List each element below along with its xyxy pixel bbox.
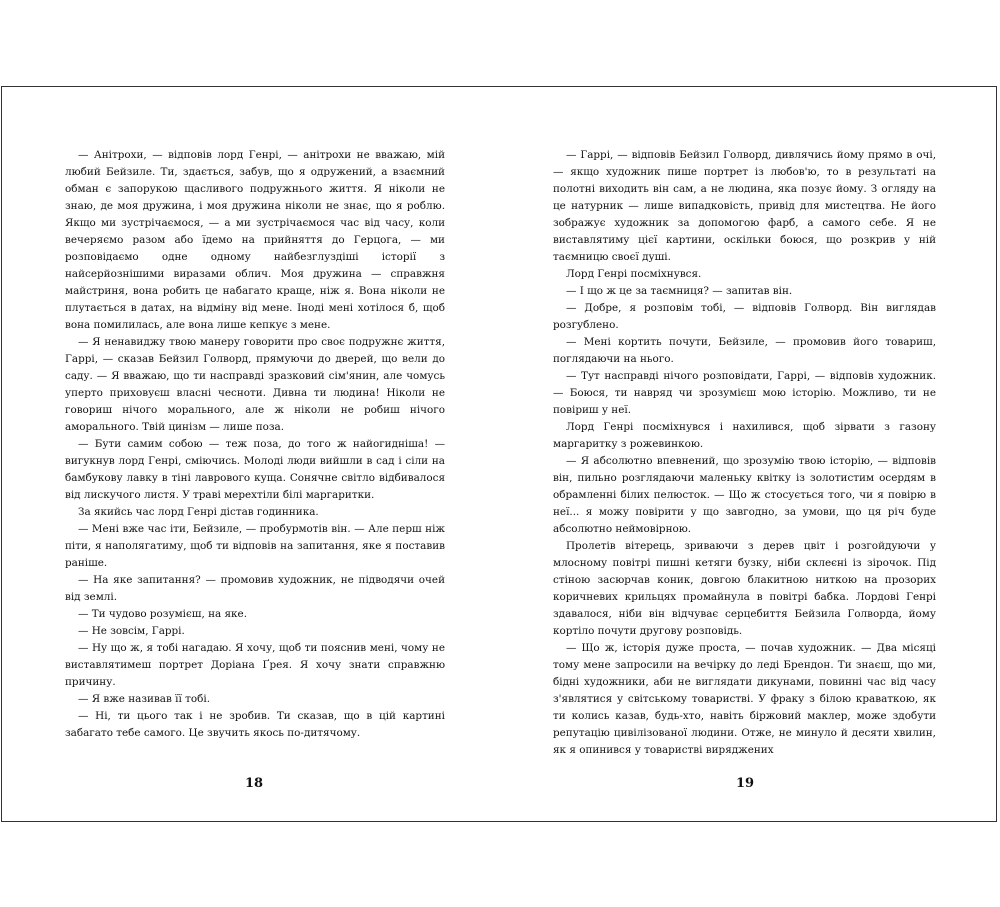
left-page-text [65,147,445,742]
paragraph: — Мені кортить почути, Бейзиле, — промовив його товариш, поглядаючи на нього. [553,336,936,365]
paragraph: Пролетів вітерець, зриваючи з дерев цвіт і розгойдуючи у млосному повітрі пишні кетяги бузку, ніби склеєні із зірочок. Під стіною засюрчав коник, довгою блакитною ниткою на прозорих коричневих крильцях промайнула в повітрі бабка. Лордові Генрі здавалося, ніби він відчуває серцебиття Бейзила Голворда, йому кортіло почути другову розповідь. [553,540,936,637]
paragraph: За якийсь час лорд Генрі дістав годинника. [78,506,319,518]
page-number-left: 18 [244,776,264,791]
paragraph: — Бути самим собою — теж поза, до того ж найогидніша! — вигукнув лорд Генрі, сміючись. Молоді люди вийшли в сад і сіли на бамбукову лавку в тіні лаврового куща. Сонячне світло відбивалося від лискучого листя. У траві мерехтіли білі маргаритки. [65,438,445,501]
paragraph: Лорд Генрі посміхнувся. [566,268,702,280]
paragraph: — Мені вже час іти, Бейзиле, — пробурмотів він. — Але перш ніж піти, я наполягатиму, щоб ти відповів на запитання, яке я поставив раніше. [65,523,445,569]
page-number-right: 19 [735,776,755,791]
paragraph: — Ти чудово розумієш, на яке. [78,608,248,620]
paragraph: — Не зовсім, Гаррі. [78,625,185,637]
paragraph: Лорд Генрі посміхнувся і нахилився, щоб зірвати з газону маргаритку з рожевинкою. [553,421,936,450]
paragraph: — І що ж це за таємниця? — запитав він. [566,285,793,297]
paragraph: — На яке запитання? — промовив художник, не підводячи очей від землі. [65,574,445,603]
paragraph: — Гаррі, — відповів Бейзил Голворд, дивлячись йому прямо в очі, — якщо художник пише портрет із любов'ю, то в результаті на полотні виходить він сам, а не людина, яка позує йому. З огляду на це натурник — лише випадковість, привід для мистецтва. Не його зображує художник за допомогою фарб, а самого себе. Я не виставлятиму цієї картини, оскільки боюся, що розкрив у ній таємницю своєї душі. [553,149,936,263]
paragraph: — Я абсолютно впевнений, що зрозумію твою історію, — відповів він, пильно розглядаючи маленьку квітку із золотистим осердям в обрамленні білих пелюсток. — Що ж стосується того, чи я повірю в неї... я можу повірити у що завгодно, за умови, що ця річ буде абсолютно неймовірною. [553,455,936,535]
paragraph: — Анітрохи, — відповів лорд Генрі, — анітрохи не вважаю, мій любий Бейзиле. Ти, здається, забув, що я одружений, а взаємний обман є запорукою щасливого подружнього життя. Я ніколи не знаю, де моя дружина, і моя дружина ніколи не знає, що я роблю. Якщо ми зустрічаємося, — а ми зустрічаємося час від часу, коли вечеряємо разом або їдемо на прийняття до Герцога, — ми розповідаємо одне одному найбезглуздіші історії з найсерйознішими виразами облич. Моя дружина — справжня майстриня, вона робить це набагато краще, ніж я. Вона ніколи не плутається в датах, на відміну від мене. Іноді мені хотілося б, щоб вона помилилась, але вона лише кепкує з мене. [65,149,445,331]
paragraph: — Ну що ж, я тобі нагадаю. Я хочу, щоб ти пояснив мені, чому не виставлятимеш портрет Доріана Ґрея. Я хочу знати справжню причину. [65,642,445,688]
paragraph: — Я ненавиджу твою манеру говорити про своє подружнє життя, Гаррі, — сказав Бейзил Голворд, прямуючи до дверей, що вели до саду. — Я вважаю, що ти насправді зразковий сім'янин, але чомусь уперто приховуєш власні чесноти. Дивна ти людина! Ніколи не говориш нічого морального, але ж ніколи не робиш нічого аморального. Твій цинізм — лише поза. [65,336,445,433]
right-page-text [553,147,936,759]
paragraph: — Я вже називав її тобі. [78,693,210,705]
paragraph: — Ні, ти цього так і не зробив. Ти сказав, що в цій картині забагато тебе самого. Це звучить якось по-дитячому. [65,710,445,739]
paragraph: — Добре, я розповім тобі, — відповів Голворд. Він виглядав розгублено. [553,302,936,331]
paragraph: — Що ж, історія дуже проста, — почав художник. — Два місяці тому мене запросили на вечірку до леді Брендон. Ти знаєш, що ми, бідні художники, аби не виглядати дикунами, повинні час від часу з'являтися у світському товаристві. У фраку з білою краваткою, як ти колись казав, будь-хто, навіть біржовий маклер, може здобути репутацію цивілізованої людини. Отже, не минуло й десяти хвилин, як я опинився у товаристві виряджених [553,642,936,756]
paragraph: — Тут насправді нічого розповідати, Гаррі, — відповів художник. — Боюся, ти навряд чи зрозумієш мою історію. Можливо, ти не повіриш у неї. [553,370,936,416]
